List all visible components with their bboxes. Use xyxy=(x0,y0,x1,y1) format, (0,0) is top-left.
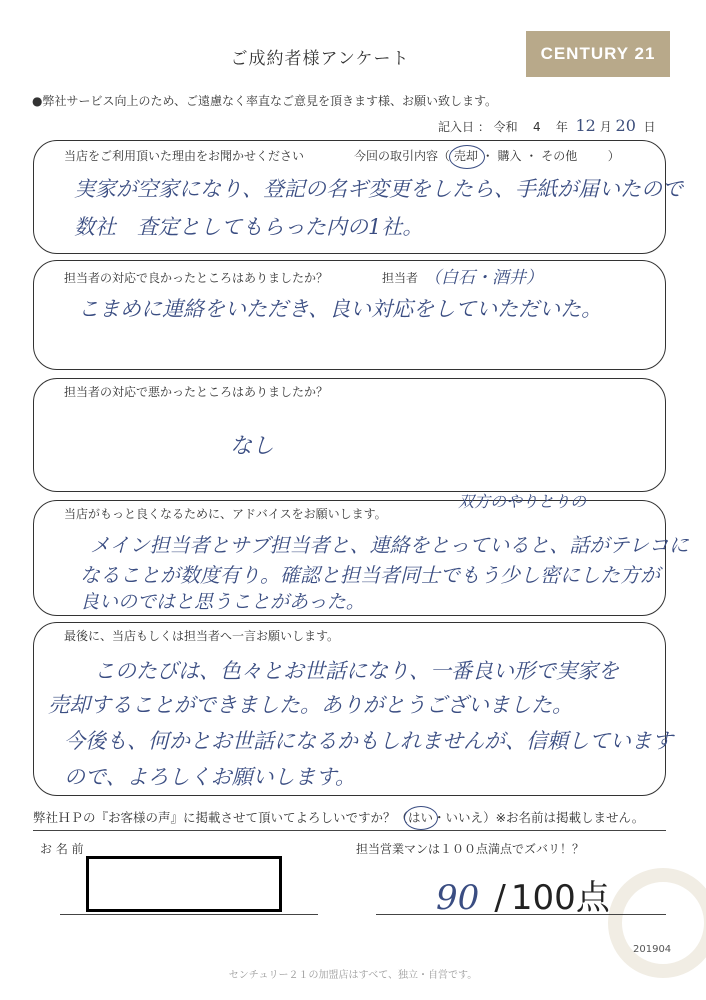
publish-consent xyxy=(33,808,644,826)
score-label: 担当営業マンは１００点満点でズバリ！？ xyxy=(356,842,585,856)
question-box-advice xyxy=(33,492,689,616)
staff-label: 担当者 xyxy=(382,271,419,285)
footer-note: センチュリー２１の加盟店はすべて、独立・自営です。 xyxy=(228,970,478,981)
answer-advice-line3: 良いのではと思うことがあった。 xyxy=(80,591,365,613)
date-month: 12 xyxy=(575,116,596,135)
answer-reason-line1: 実家が空家になり、登記の名ギ変更をしたら、手紙が届いたので xyxy=(74,177,683,201)
deal-close-paren: ） xyxy=(607,149,620,163)
answer-message-line3: 今後も、何かとお世話になるかもしれませんが、信頼しています xyxy=(64,729,673,753)
selected-circle-mark xyxy=(449,145,485,169)
score-field xyxy=(436,870,610,919)
date-day-unit: 日 xyxy=(643,120,656,134)
question-label-reason: 当店をご利用頂いた理由をお聞かせください xyxy=(64,149,305,163)
date-year: 4 xyxy=(532,120,541,134)
name-redaction-box xyxy=(86,856,282,912)
selected-circle-mark xyxy=(404,806,438,830)
consent-separator: ・ xyxy=(433,810,446,825)
deal-option-sale: 売却 xyxy=(454,149,482,163)
question-label-message: 最後に、当店もしくは担当者へ一言お願いします。 xyxy=(64,629,340,643)
deal-option-other: その他 xyxy=(541,149,578,163)
name-label: お 名 前 xyxy=(40,842,84,856)
question-label-bad-points: 担当者の対応で悪かったところはありましたか？ xyxy=(64,385,329,399)
deal-option-purchase: 購入 xyxy=(497,149,522,163)
consent-question: 弊社ＨＰの『お客様の声』に掲載させて頂いてよろしいですか？（ xyxy=(33,810,409,825)
answer-message-line2: 売却することができました。ありがとうございました。 xyxy=(48,693,573,717)
form-code: 201904 xyxy=(633,944,672,955)
deal-type-field xyxy=(354,147,620,164)
answer-reason-line2: 数社 査定としてもらった内の1社。 xyxy=(74,215,424,239)
answer-bad-points: なし xyxy=(230,434,275,459)
deal-separator: ・ xyxy=(525,149,538,163)
date-year-unit: 年 xyxy=(555,120,568,134)
date-era: 令和 xyxy=(493,120,518,134)
score-value: 90 xyxy=(436,878,480,918)
advice-inserted-note: 双方のやりとりの xyxy=(458,492,587,511)
score-underline xyxy=(376,914,666,915)
intro-text: ●弊社サービス向上のため、ご遠慮なく率直なご意見を頂きます様、お願い致します。 xyxy=(32,94,498,108)
question-box-reason xyxy=(33,140,683,254)
answer-good-points: こまめに連絡をいただき、良い対応をしていただいた。 xyxy=(78,297,603,321)
score-max: 100点 xyxy=(510,878,610,918)
century21-logo: CENTURY 21 xyxy=(526,31,670,77)
deal-separator: ・ xyxy=(481,149,494,163)
c21-watermark-icon xyxy=(608,868,706,978)
answer-advice-line1: メイン担当者とサブ担当者と、連絡をとっていると、話がテレコに xyxy=(90,533,689,557)
question-box-message xyxy=(33,622,673,796)
entry-date xyxy=(438,116,656,135)
question-box-good-points xyxy=(33,260,666,370)
date-month-unit: 月 xyxy=(599,120,612,134)
consent-option-yes: はい xyxy=(408,810,433,825)
answer-advice-line2: なることが数度有り。確認と担当者同士でもう少し密にした方が xyxy=(80,563,660,587)
consent-option-no: いいえ xyxy=(445,810,484,825)
staff-names: （白石・酒井） xyxy=(424,268,543,288)
question-label-advice: 当店がもっと良くなるために、アドバイスをお願いします。 xyxy=(64,507,387,521)
consent-note: ）※お名前は掲載しません。 xyxy=(483,810,645,825)
date-day: 20 xyxy=(615,116,636,135)
answer-message-line4: ので、よろしくお願いします。 xyxy=(64,765,356,789)
answer-message-line1: このたびは、色々とお世話になり、一番良い形で実家を xyxy=(94,659,619,683)
score-slash: / xyxy=(494,878,506,918)
name-underline xyxy=(60,914,318,915)
deal-type-label: 今回の取引内容（ xyxy=(354,149,451,163)
date-label: 記入日 ： xyxy=(438,120,490,134)
question-box-bad-points xyxy=(33,378,666,492)
page-title: ご成約者様アンケート xyxy=(230,49,410,69)
question-label-good-points: 担当者の対応で良かったところはありましたか？ xyxy=(64,271,329,285)
section-divider xyxy=(33,830,666,831)
